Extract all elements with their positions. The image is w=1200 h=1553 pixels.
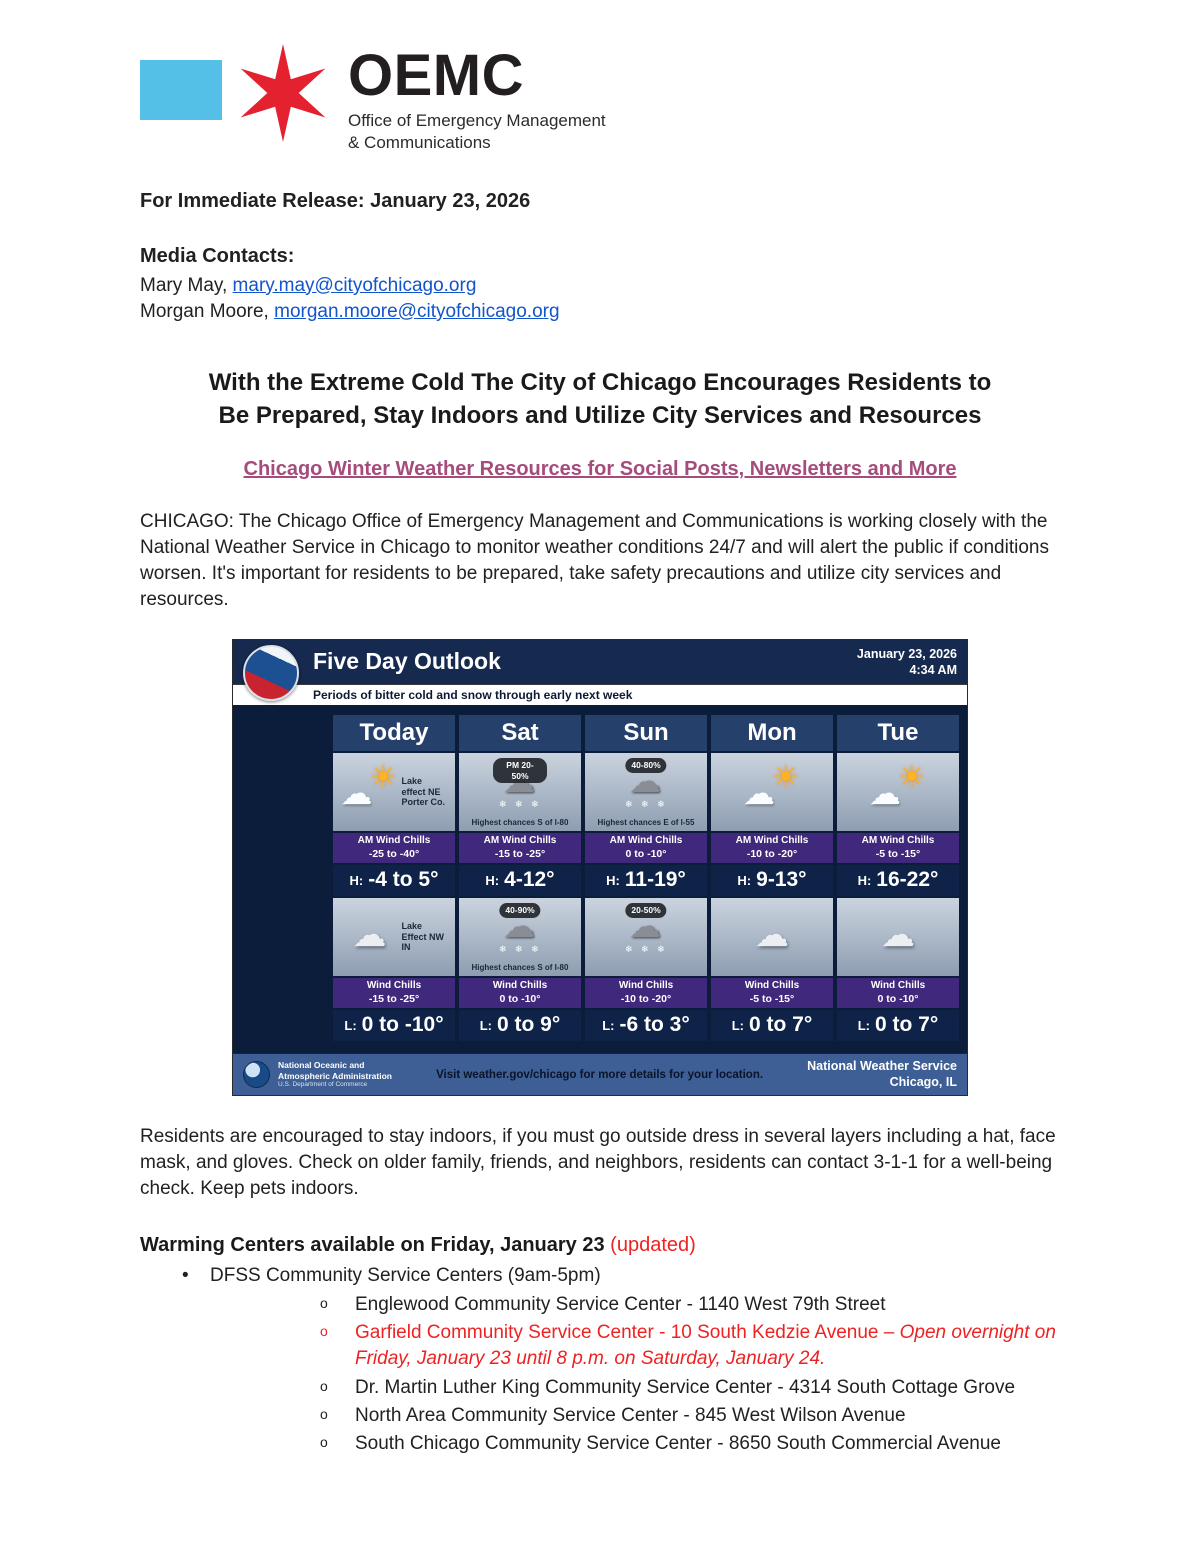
five-day-outlook-graphic bbox=[232, 639, 968, 1096]
forecast-column-tue bbox=[837, 715, 959, 1041]
high-label: H: bbox=[485, 872, 500, 888]
partly-sunny-icon bbox=[341, 771, 399, 813]
night-forecast-cell bbox=[711, 898, 833, 976]
partly-sunny-icon bbox=[869, 771, 927, 813]
contact-name: Morgan Moore, bbox=[140, 300, 275, 322]
warming-heading-text: Warming Centers available on Friday, January 23 bbox=[140, 1234, 611, 1257]
release-date-line: For Immediate Release: January 23, 2026 bbox=[140, 190, 531, 213]
am-wind-chills bbox=[585, 833, 707, 863]
am-wind-chills bbox=[837, 833, 959, 863]
cloudy-icon bbox=[743, 916, 801, 958]
high-label: H: bbox=[606, 872, 620, 888]
snow-cloud-icon bbox=[617, 912, 675, 954]
high-value: 11-19° bbox=[624, 868, 686, 892]
precip-chance-badge: 20-50% bbox=[625, 903, 666, 918]
wind-chill-value: -15 to -25° bbox=[494, 847, 546, 860]
day-label: Tue bbox=[837, 715, 959, 751]
agency-line-3: U.S. Department of Commerce bbox=[278, 1080, 368, 1088]
cloudy-icon bbox=[341, 916, 399, 958]
oemc-logo bbox=[140, 44, 1060, 154]
forecast-note: Lake Effect NW IN bbox=[401, 920, 444, 953]
warming-center-item bbox=[210, 1403, 1060, 1429]
high-value: 9-13° bbox=[756, 868, 807, 892]
wind-chill-value: -10 to -20° bbox=[746, 847, 798, 860]
warming-centers-list bbox=[140, 1263, 1060, 1457]
high-temp bbox=[585, 865, 707, 896]
low-label: L: bbox=[344, 1017, 357, 1033]
safety-paragraph: Residents are encouraged to stay indoors, if you must go outside dress in several layers including a hat, face mask, and gloves. Check on older family, friends, and neighbors, residents can contact 3-1-1 for a well-being check. Keep pets indoors. bbox=[140, 1126, 1056, 1200]
forecast-note: Highest chances S of I-80 bbox=[471, 963, 569, 973]
wind-chill-value: -10 to -20° bbox=[620, 992, 672, 1005]
warming-center-item bbox=[210, 1375, 1060, 1401]
forecast-footer-note: Visit weather.gov/chicago for more details for your location. bbox=[436, 1068, 764, 1081]
contact-email-link[interactable]: morgan.moore@cityofchicago.org bbox=[274, 300, 560, 322]
nws-office-label bbox=[807, 1059, 957, 1090]
warming-centers-heading bbox=[140, 1234, 1060, 1257]
forecast-time: 4:34 AM bbox=[909, 662, 957, 677]
media-contact-line bbox=[140, 273, 1060, 299]
forecast-banner: Periods of bitter cold and snow through early next week bbox=[233, 684, 967, 705]
night-forecast-cell bbox=[585, 898, 707, 976]
low-label: L: bbox=[857, 1017, 871, 1033]
day-label: Sat bbox=[459, 715, 581, 751]
forecast-date: January 23, 2026 bbox=[856, 646, 957, 661]
low-value: 0 to -10° bbox=[361, 1013, 444, 1037]
day-forecast-cell bbox=[459, 753, 581, 831]
snow-cloud-icon bbox=[491, 912, 549, 954]
wind-chill-value: -15 to -25° bbox=[368, 992, 420, 1005]
forecast-datetime bbox=[857, 646, 957, 679]
forecast-column-sat bbox=[459, 715, 581, 1041]
wind-chill-label: AM Wind Chills bbox=[483, 835, 557, 847]
night-forecast-cell bbox=[837, 898, 959, 976]
day-forecast-cell bbox=[333, 753, 455, 831]
wind-chill-label: AM Wind Chills bbox=[357, 835, 431, 847]
center-text: South Chicago Community Service Center - 8650 South Commercial Avenue bbox=[355, 1432, 1001, 1454]
warming-group-label: DFSS Community Service Centers (9am-5pm) bbox=[210, 1265, 601, 1287]
pm-wind-chills bbox=[333, 978, 455, 1008]
precip-chance-badge: 40-90% bbox=[499, 903, 540, 918]
warming-center-item bbox=[210, 1292, 1060, 1318]
day-label: Today bbox=[333, 715, 455, 751]
low-label: L: bbox=[479, 1017, 493, 1033]
wind-chill-label: Wind Chills bbox=[618, 980, 674, 992]
low-value: 0 to 7° bbox=[749, 1013, 813, 1037]
high-label: H: bbox=[737, 872, 752, 888]
center-note: Open overnight on Friday, January 23 until 8 p.m. on Saturday, January 24. bbox=[355, 1322, 1056, 1370]
nws-office-line-2: Chicago, IL bbox=[889, 1074, 957, 1089]
am-wind-chills bbox=[711, 833, 833, 863]
dept-line-1: Office of Emergency Management bbox=[348, 110, 606, 130]
low-temp bbox=[837, 1010, 959, 1041]
high-value: -4 to 5° bbox=[368, 868, 439, 892]
headline-line-2: Be Prepared, Stay Indoors and Utilize City Services and Resources bbox=[218, 401, 982, 429]
media-contact-line bbox=[140, 299, 1060, 325]
updated-note: (updated) bbox=[610, 1234, 696, 1257]
warming-center-sublist bbox=[210, 1292, 1060, 1457]
nws-office-line-1: National Weather Service bbox=[807, 1058, 957, 1073]
high-temp bbox=[333, 865, 455, 896]
am-wind-chills bbox=[459, 833, 581, 863]
pm-wind-chills bbox=[585, 978, 707, 1008]
low-label: L: bbox=[602, 1017, 615, 1033]
agency-line-1: National Oceanic and bbox=[278, 1060, 365, 1071]
low-value: 0 to 7° bbox=[875, 1013, 939, 1037]
resource-link-row bbox=[140, 458, 1060, 481]
night-forecast-cell bbox=[333, 898, 455, 976]
wind-chill-label: Wind Chills bbox=[366, 980, 422, 992]
am-wind-chills bbox=[333, 833, 455, 863]
headline bbox=[140, 367, 1060, 432]
wind-chill-label: Wind Chills bbox=[744, 980, 800, 992]
night-forecast-cell bbox=[459, 898, 581, 976]
forecast-footer bbox=[233, 1053, 967, 1095]
low-temp bbox=[333, 1010, 455, 1041]
high-value: 4-12° bbox=[504, 868, 555, 892]
contact-email-link[interactable]: mary.may@cityofchicago.org bbox=[232, 274, 477, 296]
day-label: Mon bbox=[711, 715, 833, 751]
precip-chance-badge: 40-80% bbox=[625, 758, 666, 773]
org-name: OEMC bbox=[348, 43, 524, 108]
center-text: Garfield Community Service Center - 10 South Kedzie Avenue – bbox=[355, 1322, 900, 1344]
noaa-agency-text bbox=[278, 1060, 392, 1088]
center-text: Englewood Community Service Center - 1140 West 79th Street bbox=[355, 1293, 886, 1315]
forecast-column-today bbox=[333, 715, 455, 1041]
noaa-logo-icon bbox=[243, 1061, 270, 1088]
day-forecast-cell bbox=[837, 753, 959, 831]
agency-line-2: Atmospheric Administration bbox=[278, 1070, 392, 1081]
forecast-note: Highest chances E of I-55 bbox=[597, 818, 695, 828]
snow-cloud-icon bbox=[617, 767, 675, 809]
wind-chill-label: Wind Chills bbox=[492, 980, 548, 992]
low-temp bbox=[585, 1010, 707, 1041]
warming-center-item bbox=[210, 1431, 1060, 1457]
cloudy-icon bbox=[869, 916, 927, 958]
center-text: Dr. Martin Luther King Community Service Center - 4314 South Cottage Grove bbox=[355, 1376, 1016, 1398]
partly-sunny-icon bbox=[743, 771, 801, 813]
wind-chill-value: -5 to -15° bbox=[749, 992, 795, 1005]
day-forecast-cell bbox=[711, 753, 833, 831]
high-temp bbox=[459, 865, 581, 896]
forecast-note: Lake effect NE Porter Co. bbox=[401, 775, 446, 808]
high-label: H: bbox=[349, 872, 364, 888]
wind-chill-label: Wind Chills bbox=[870, 980, 926, 992]
forecast-grid bbox=[233, 705, 967, 1053]
center-text: North Area Community Service Center - 845 West Wilson Avenue bbox=[355, 1404, 906, 1426]
wind-chill-label: AM Wind Chills bbox=[609, 835, 683, 847]
low-value: -6 to 3° bbox=[619, 1013, 690, 1037]
pm-wind-chills bbox=[711, 978, 833, 1008]
media-contacts-heading: Media Contacts: bbox=[140, 245, 295, 268]
wind-chill-value: 0 to -10° bbox=[625, 847, 667, 860]
wind-chill-value: 0 to -10° bbox=[499, 992, 541, 1005]
precip-chance-badge: PM 20-50% bbox=[493, 758, 547, 783]
wind-chill-label: AM Wind Chills bbox=[735, 835, 809, 847]
forecast-column-sun bbox=[585, 715, 707, 1041]
day-label: Sun bbox=[585, 715, 707, 751]
high-label: H: bbox=[857, 872, 872, 888]
headline-line-1: With the Extreme Cold The City of Chicago Encourages Residents to bbox=[208, 369, 992, 397]
wind-chill-value: -25 to -40° bbox=[368, 847, 420, 860]
warming-center-item-highlighted bbox=[210, 1320, 1060, 1372]
wind-chill-value: -5 to -15° bbox=[875, 847, 921, 860]
chicago-blue-square-icon bbox=[140, 60, 222, 120]
wind-chill-label: AM Wind Chills bbox=[861, 835, 935, 847]
dept-line-2: & Communications bbox=[348, 132, 491, 152]
day-forecast-cell bbox=[585, 753, 707, 831]
low-temp bbox=[459, 1010, 581, 1041]
forecast-column-mon bbox=[711, 715, 833, 1041]
winter-resources-link[interactable]: Chicago Winter Weather Resources for Social Posts, Newsletters and More bbox=[243, 457, 957, 480]
logo-text bbox=[348, 44, 606, 154]
high-value: 16-22° bbox=[876, 868, 939, 892]
high-temp bbox=[837, 865, 959, 896]
media-contacts bbox=[140, 243, 1060, 325]
nws-logo-icon bbox=[243, 645, 299, 701]
wind-chill-value: 0 to -10° bbox=[877, 992, 919, 1005]
pm-wind-chills bbox=[459, 978, 581, 1008]
low-label: L: bbox=[731, 1017, 745, 1033]
contact-name: Mary May, bbox=[140, 274, 233, 296]
org-department bbox=[348, 110, 606, 154]
forecast-title: Five Day Outlook bbox=[313, 648, 501, 675]
pm-wind-chills bbox=[837, 978, 959, 1008]
forecast-note: Highest chances S of I-80 bbox=[471, 818, 569, 828]
intro-paragraph: CHICAGO: The Chicago Office of Emergency Management and Communications is working closely with the National Weather Service in Chicago to monitor weather conditions 24/7 and will alert the public if conditions worsen. It's important for residents to be prepared, take safety precautions and utilize city services and resources. bbox=[140, 510, 1049, 610]
chicago-star-icon bbox=[234, 44, 332, 142]
low-temp bbox=[711, 1010, 833, 1041]
warming-group bbox=[140, 1263, 1060, 1457]
forecast-header bbox=[233, 640, 967, 684]
high-temp bbox=[711, 865, 833, 896]
low-value: 0 to 9° bbox=[497, 1013, 561, 1037]
